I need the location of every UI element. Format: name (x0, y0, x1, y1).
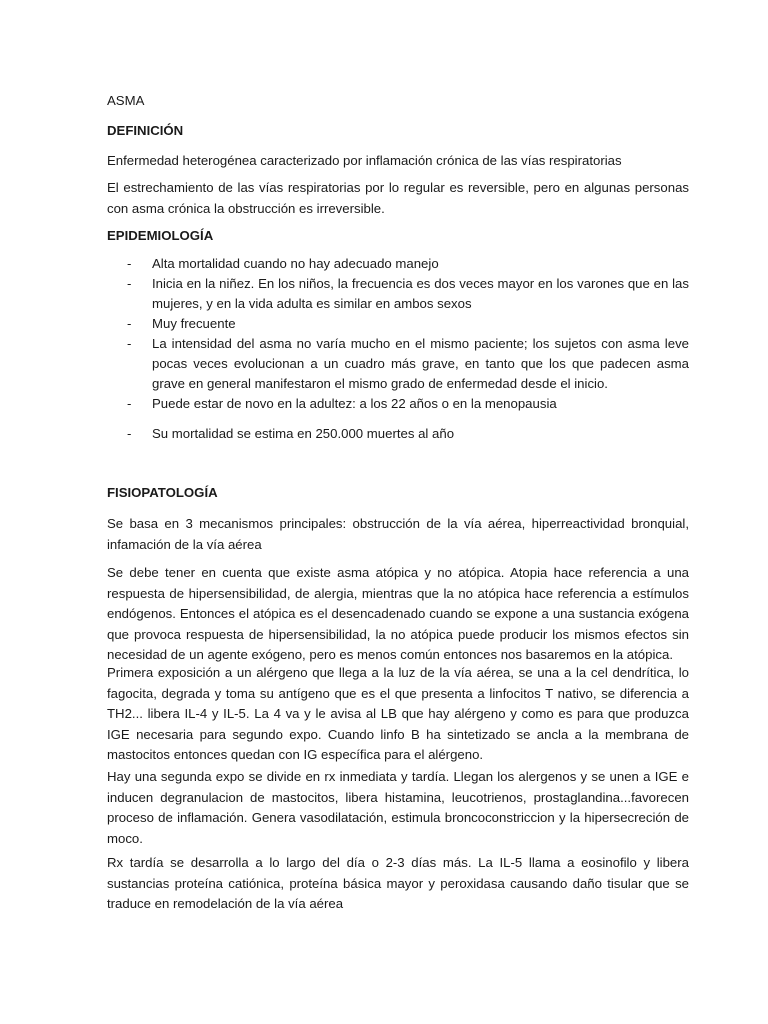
list-item-text: Alta mortalidad cuando no hay adecuado manejo (152, 256, 439, 271)
list-item (127, 254, 689, 274)
list-item (127, 334, 689, 394)
bullet-dash: - (127, 256, 132, 271)
list-item-text: Su mortalidad se estima en 250.000 muertes al año (152, 426, 455, 441)
list-item-text: Puede estar de novo en la adultez: a los 22 años o en la menopausia (152, 396, 557, 411)
paragraph: Rx tardía se desarrolla a lo largo del día o 2-3 días más. La IL-5 llama a eosinofilo y libera sustancias proteína catiónica, proteína básica mayor y peroxidasa causando daño tisular que se traduce en remodelación de la vía aérea (107, 855, 689, 911)
list-item (127, 394, 689, 414)
epidemiologia-list (127, 254, 689, 444)
paragraph: Se debe tener en cuenta que existe asma atópica y no atópica. Atopia hace referencia a una respuesta de hipersensibilidad, de alergia, mientras que la no atópica hace referencia a estímulos endógenos. Entonces el atópica es el desencadenado cuando se expone a una sustancia exógena que provoca respuesta de hipersensibilidad, la no atópica puede producir los mismos efectos sin necesidad de un agente exógeno, pero es menos común entonces nos basaremos en la atópica. (107, 565, 689, 662)
list-item (127, 314, 689, 334)
document-title: ASMA (107, 93, 145, 108)
paragraph: Primera exposición a un alérgeno que llega a la luz de la vía aérea, se una a la cel dendrítica, lo fagocita, degrada y toma su antígeno que es el que presenta a linfocitos T nativo, se diferencia a TH2... libera IL-4 y IL-5. La 4 va y le avisa al LB que hay alérgeno y como es para que produzca IGE necesaria para segundo expo. Cuando linfo B ha sintetizado se ancla a la membrana de mastocitos entonces quedan con IG específica para el alérgeno. (107, 665, 689, 762)
bullet-dash: - (127, 426, 132, 441)
bullet-dash: - (127, 316, 132, 331)
paragraph: Se basa en 3 mecanismos principales: obstrucción de la vía aérea, hiperreactividad bronquial, infamación de la vía aérea (107, 516, 689, 552)
list-item (127, 274, 689, 314)
bullet-dash: - (127, 396, 132, 411)
bullet-dash: - (127, 336, 132, 351)
paragraph: Hay una segunda expo se divide en rx inmediata y tardía. Llegan los alergenos y se unen a IGE e inducen degranulacion de mastocitos, libera histamina, leucotrienos, prostaglandina...favorecen proceso de inflamación. Genera vasodilatación, estimula broncoconstriccion y la hipersecreción de moco. (107, 769, 689, 846)
list-item-text: La intensidad del asma no varía mucho en el mismo paciente; los sujetos con asma leve pocas veces evolucionan a un cuadro más grave, en tanto que los que padecen asma grave en general manifestaron el mismo grado de enfermedad desde el inicio. (152, 336, 689, 391)
paragraph: El estrechamiento de las vías respiratorias por lo regular es reversible, pero en algunas personas con asma crónica la obstrucción es irreversible. (107, 180, 689, 216)
paragraph: Enfermedad heterogénea caracterizado por inflamación crónica de las vías respiratorias (107, 153, 622, 168)
section-heading-epidemiologia: EPIDEMIOLOGÍA (107, 228, 214, 243)
section-heading-fisiopatologia: FISIOPATOLOGÍA (107, 485, 218, 500)
list-item (127, 424, 689, 444)
bullet-dash: - (127, 276, 132, 291)
list-item-text: Inicia en la niñez. En los niños, la frecuencia es dos veces mayor en los varones que en las mujeres, y en la vida adulta es similar en ambos sexos (152, 276, 689, 311)
list-item-text: Muy frecuente (152, 316, 236, 331)
section-heading-definicion: DEFINICIÓN (107, 123, 184, 138)
